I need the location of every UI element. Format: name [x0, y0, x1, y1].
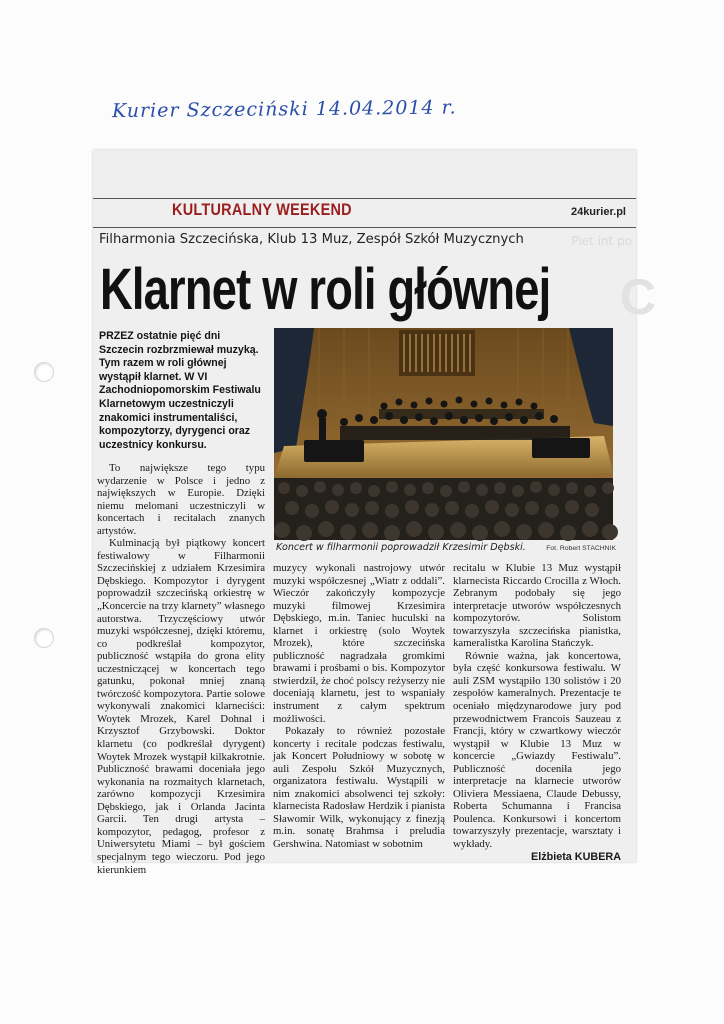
article-column-3	[453, 562, 621, 863]
punch-hole-top	[34, 362, 54, 382]
site-url: 24kurier.pl	[570, 206, 626, 218]
section-header-band	[93, 198, 636, 228]
article-headline: Klarnet w roli głównej	[100, 257, 551, 322]
article-column-1	[97, 462, 265, 876]
paragraph: muzycy wykonali nastrojowy utwór muzyki współczesnej „Wiatr z oddali”. Wieczór zakończyły kompozycje muzyki filmowej Krzesimira Dębskiego, m.in. Taniec huculski na klarnet i orkiestrę (solo Woytek Mrozek), które szczecińska publiczność nagradzała gromkimi brawami i prośbami o bis. Kompozytor stwierdził, że choć polscy reżyserzy nie doceniają klarnetu, jest to wspaniały instrument z całym spektrum możliwości.	[273, 562, 445, 725]
show-through-text: Piet int po	[571, 234, 632, 248]
concert-hall-image	[274, 328, 613, 540]
article-author: Elżbieta KUBERA	[531, 850, 621, 863]
newspaper-clipping	[93, 150, 656, 876]
paragraph: Kulminacją był piątkowy koncert festiwalowy w Filharmonii Szczecińskiej z udziałem Krzesimira Dębskiego. Kompozytor i dyrygent poprowadził szczecińską orkiestrę w „Koncercie na trzy klarnety” własnego autorstwa. Trzyczęściowy utwór muzyki współczesnej, dzięki któremu, co podkreślał kompozytor, publiczność wstąpiła do grona elity uczestniczącej w koncertach tego gatunku, pokonał mniej znaną twórczość kompozytora. Partie solowe wykonywali znakomici klarneciści: Woytek Mrozek, Karel Dohnal i Krzysztof Grzybowski. Doktor klarnetu (co podkreślał dyrygent) Woytek Mrozek wystąpił kilkakrotnie. Publiczność brawami doceniała jego wykonania na rozmaitych klarnetach, zarówno kompozycji Krzesimira Dębskiego, jak i Orlanda Jacinta Garcii. Ten drugi artysta – kompozytor, pedagog, profesor z Uniwersytetu Miami – był gościem specjalnym tego wieczoru. Pod jego kierunkiem	[97, 537, 265, 876]
punch-hole-bottom	[34, 628, 54, 648]
section-title: KULTURALNY WEEKEND	[172, 200, 352, 219]
paragraph: recitalu w Klubie 13 Muz wystąpił klarnecista Riccardo Crocilla z Włoch. Zebranym podobały się jego interpretacje utworów współczesnych kompozytorów. Solistom towarzyszyła szczecińska pianistka, kameralistka Karolina Stańczyk.	[453, 562, 621, 650]
article-lead: PRZEZ ostatnie pięć dni Szczecin rozbrzmiewał muzyką. Tym razem w roli głównej wystąpił klarnet. W VI Zachodniopomorskim Festiwalu Klarnetowym uczestniczyli znakomici instrumentaliści, kompozytorzy, dyrygenci oraz uczestnicy konkursu.	[99, 330, 261, 451]
photo-credit: Fot. Robert STACHNIK	[546, 545, 616, 552]
paragraph: To największe tego typu wydarzenie w Polsce i jedno z największych w Europie. Dzięki niemu melomani uczestniczyli w koncertach i recitalach znanych artystów.	[97, 462, 265, 537]
show-through-headline: C	[619, 269, 656, 325]
venues-line: Filharmonia Szczecińska, Klub 13 Muz, Zespół Szkół Muzycznych	[99, 232, 524, 247]
photo-caption: Koncert w filharmonii poprowadził Krzesimir Dębski.	[276, 542, 526, 553]
paragraph: Pokazały to również pozostałe koncerty i recitale podczas festiwalu, jak Koncert Południowy w sobotę w auli Zespołu Szkół Muzycznych, organizatora festiwalu. Wystąpili w nim znakomici absolwenci tej szkoły: klarnecista Radosław Herdzik i pianista Sławomir Wilk, wykonujący z finezją m.in. sonatę Brahmsa i preludia Gershwina. Natomiast w sobotnim	[273, 725, 445, 851]
paragraph: Równie ważna, jak koncertowa, była część konkursowa festiwalu. W auli ZSM wystąpiło 130 solistów i 20 zespołów kameralnych. Prezentacje te oceniało międzynarodowe jury pod przewodnictwem Francois Sauzeau z Francji, który w czwartkowy wieczór wystąpił w Klubie 13 Muz w koncercie „Gwiazdy Festiwalu”. Publiczność doceniła jego interpretacje na klarnecie utworów Oliviera Messiaena, Claude Debussy, Roberta Schumanna i Francisa Poulenca. Konkursowi i koncertom towarzyszyły prezentacje, warsztaty i wykłady.	[453, 649, 621, 851]
handwritten-source-note: Kurier Szczeciński 14.04.2014 r.	[111, 96, 457, 123]
article-column-2	[273, 562, 445, 851]
concert-photo	[274, 328, 613, 540]
